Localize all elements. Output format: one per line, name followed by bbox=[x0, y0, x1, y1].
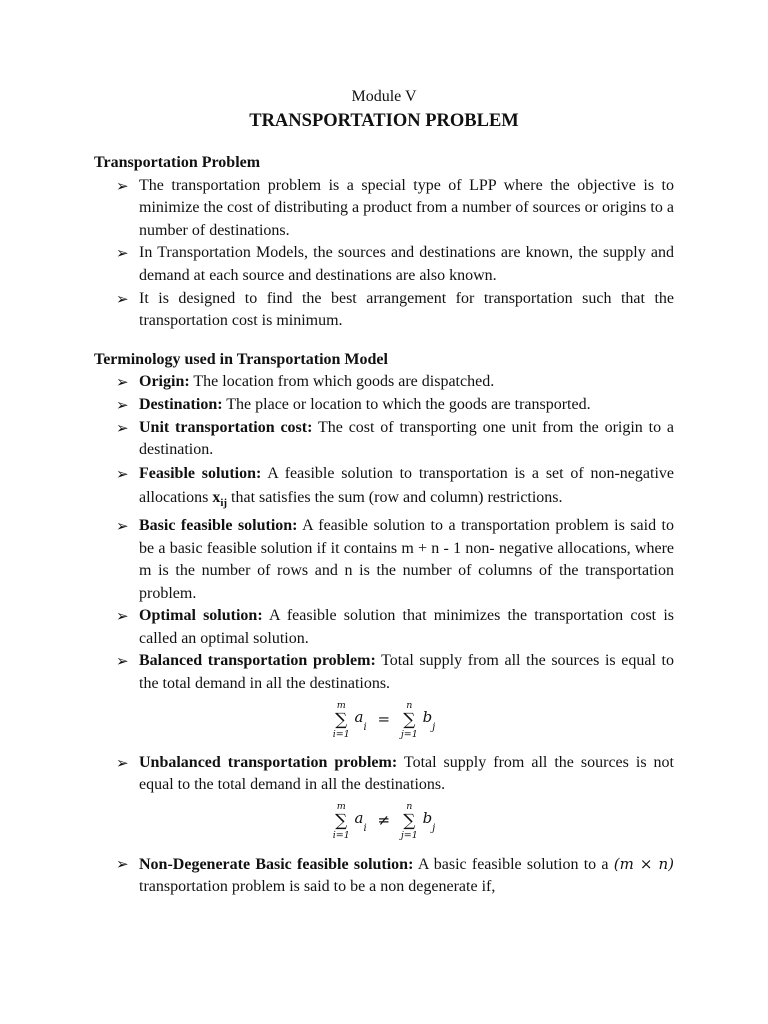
supply-symbol bbox=[354, 708, 367, 734]
sigma-icon: ∑ bbox=[403, 810, 416, 831]
term-feasible-solution bbox=[94, 462, 674, 515]
term-label: Unit transportation cost: bbox=[139, 418, 313, 436]
term-definition-continued: transportation problem is said to be a non degenerate if, bbox=[139, 878, 496, 896]
allocation-variable bbox=[212, 488, 228, 509]
balanced-formula bbox=[94, 696, 674, 752]
term-definition: A feasible solution to transportation is a set of non-negative allocations bbox=[139, 464, 675, 506]
lower-limit: j=1 bbox=[400, 829, 418, 841]
term-balanced-transportation-problem bbox=[94, 650, 674, 751]
bullet-text: In Transportation Models, the sources and destinations are known, the supply and demand at each source and destinations are also known. bbox=[139, 244, 674, 284]
supply-symbol bbox=[354, 809, 367, 835]
terminology-bullet-list bbox=[94, 371, 674, 899]
upper-limit: n bbox=[406, 800, 413, 812]
variable-symbol: x bbox=[212, 488, 221, 506]
term-definition-continued: that satisfies the sum (row and column) restrictions. bbox=[231, 488, 563, 506]
term-label: Unbalanced transportation problem: bbox=[139, 753, 398, 771]
symbol-a: a bbox=[354, 708, 364, 727]
document-page bbox=[94, 86, 674, 899]
symbol-b: b bbox=[422, 809, 433, 828]
page-title: TRANSPORTATION PROBLEM bbox=[249, 111, 519, 131]
term-definition: Total supply from all the sources is equal to the total demand in all the destinations. bbox=[139, 652, 674, 693]
term-label: Optimal solution: bbox=[139, 607, 263, 625]
symbol-a: a bbox=[354, 809, 364, 828]
equals-sign: = bbox=[377, 710, 391, 729]
sigma-icon: ∑ bbox=[335, 810, 348, 831]
demand-symbol bbox=[422, 708, 436, 734]
symbol-b: b bbox=[422, 708, 433, 727]
list-item bbox=[94, 288, 674, 333]
sigma-icon: ∑ bbox=[403, 709, 416, 730]
summation-rhs bbox=[401, 700, 418, 740]
term-unit-transportation-cost bbox=[94, 417, 674, 462]
arrow-bullet-icon: ➢ bbox=[116, 516, 129, 535]
upper-limit: m bbox=[336, 800, 346, 812]
term-label: Destination: bbox=[139, 395, 223, 413]
term-basic-feasible-solution bbox=[94, 515, 674, 605]
section-heading-terminology: Terminology used in Transportation Model bbox=[94, 350, 388, 368]
term-definition: The cost of transporting one unit from the origin to a destination. bbox=[139, 418, 675, 459]
arrow-bullet-icon: ➢ bbox=[116, 854, 129, 873]
bullet-text: It is designed to find the best arrangement for transportation such that the transportation cost is minimum. bbox=[139, 289, 674, 330]
arrow-bullet-icon: ➢ bbox=[116, 373, 129, 392]
symbol-subscript: j bbox=[432, 722, 436, 734]
arrow-bullet-icon: ➢ bbox=[116, 464, 129, 483]
arrow-bullet-icon: ➢ bbox=[116, 418, 129, 437]
term-optimal-solution bbox=[94, 605, 674, 650]
upper-limit: m bbox=[336, 699, 346, 711]
lower-limit: i=1 bbox=[332, 829, 350, 841]
term-label: Non-Degenerate Basic feasible solution: bbox=[139, 855, 414, 873]
term-destination bbox=[94, 394, 674, 417]
list-item bbox=[94, 242, 674, 287]
arrow-bullet-icon: ➢ bbox=[116, 607, 129, 626]
variable-subscript: ij bbox=[220, 496, 228, 509]
upper-limit: n bbox=[406, 699, 413, 711]
arrow-bullet-icon: ➢ bbox=[116, 244, 129, 263]
arrow-bullet-icon: ➢ bbox=[116, 395, 129, 414]
intro-bullet-list bbox=[94, 175, 674, 333]
formula-expression bbox=[333, 700, 436, 740]
term-label: Origin: bbox=[139, 373, 190, 391]
lower-limit: j=1 bbox=[400, 728, 418, 740]
lower-limit: i=1 bbox=[332, 728, 350, 740]
symbol-subscript: i bbox=[363, 722, 367, 734]
term-label: Basic feasible solution: bbox=[139, 516, 298, 534]
arrow-bullet-icon: ➢ bbox=[116, 176, 129, 195]
term-label: Balanced transportation problem: bbox=[139, 652, 376, 670]
summation-lhs bbox=[333, 700, 350, 740]
symbol-subscript: i bbox=[363, 823, 367, 835]
term-label: Feasible solution: bbox=[139, 464, 262, 482]
unbalanced-formula bbox=[94, 797, 674, 853]
summation-rhs bbox=[401, 801, 418, 841]
not-equal-sign: ≠ bbox=[377, 811, 391, 830]
term-origin bbox=[94, 371, 674, 394]
term-definition: The place or location to which the goods are transported. bbox=[226, 395, 591, 413]
arrow-bullet-icon: ➢ bbox=[116, 753, 129, 772]
summation-lhs bbox=[333, 801, 350, 841]
term-non-degenerate-basic-feasible-solution bbox=[94, 853, 674, 899]
sigma-icon: ∑ bbox=[335, 709, 348, 730]
symbol-subscript: j bbox=[432, 823, 436, 835]
term-definition: A feasible solution that minimizes the transportation cost is called an optimal solution. bbox=[139, 607, 674, 647]
arrow-bullet-icon: ➢ bbox=[116, 652, 129, 671]
section-heading-transportation-problem: Transportation Problem bbox=[94, 154, 261, 171]
term-definition: Total supply from all the sources is not equal to the total demand in all the destinations. bbox=[139, 753, 675, 794]
formula-expression bbox=[333, 801, 436, 841]
term-definition: A feasible solution to a transportation problem is said to be a basic feasible solution if it contains m + n - 1 non- negative allocations, where m is the number of rows and n is the number of columns of the transportation problem. bbox=[139, 516, 674, 602]
arrow-bullet-icon: ➢ bbox=[116, 289, 129, 308]
term-definition: A basic feasible solution to a bbox=[417, 855, 609, 873]
term-unbalanced-transportation-problem bbox=[94, 752, 674, 853]
term-definition: The location from which goods are dispatched. bbox=[193, 373, 495, 391]
demand-symbol bbox=[422, 809, 436, 835]
module-label: Module V bbox=[351, 88, 417, 105]
matrix-dimension: (m × n) bbox=[613, 854, 675, 873]
list-item bbox=[94, 175, 674, 243]
bullet-text: The transportation problem is a special type of LPP where the objective is to minimize the cost of distributing a product from a number of sources or origins to a number of destinations. bbox=[139, 176, 674, 239]
